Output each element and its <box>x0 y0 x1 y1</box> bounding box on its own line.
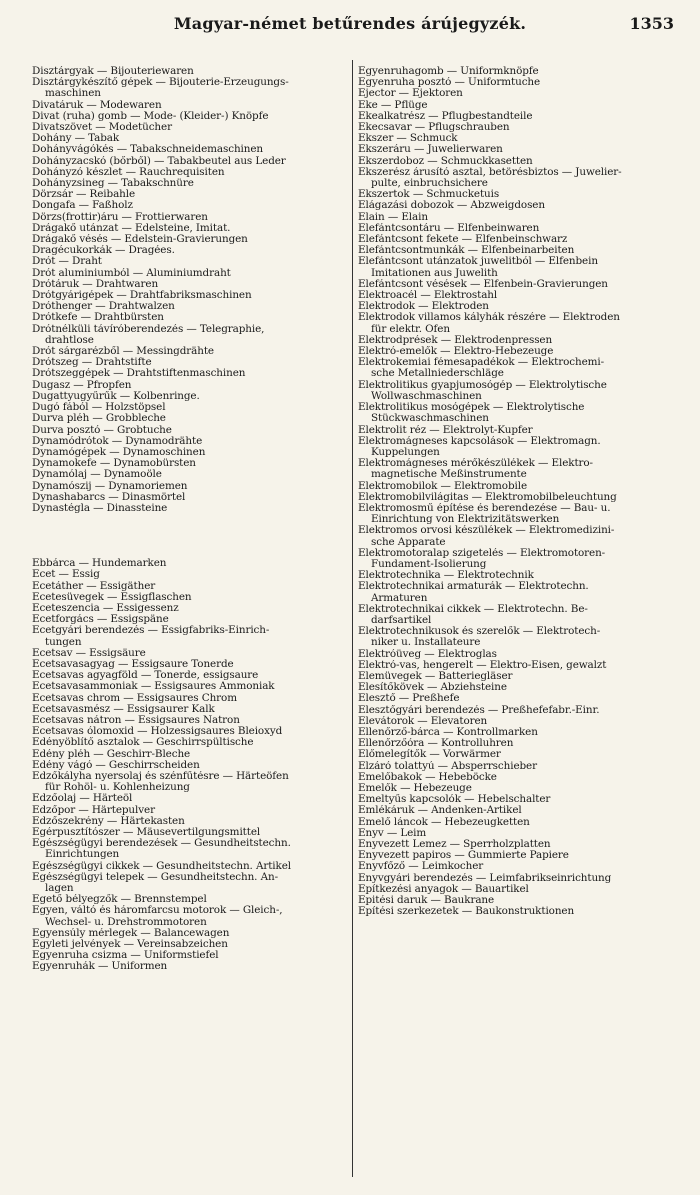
glossary-entry: Drótáruk — Drahtwaren <box>32 278 159 290</box>
glossary-entry: Drótnélküli távíróberendezés — Telegraphie, <box>32 323 265 335</box>
glossary-entry: Elektromágneses kapcsolások — Elektromagn. <box>358 435 601 447</box>
glossary-entry: Drágakő vésés — Edelstein-Gravierungen <box>32 234 248 246</box>
glossary-entry: Enyvezett Lemez — Sperrholzplatten <box>358 839 551 851</box>
glossary-entry: Ecetsavas ólomoxid — Holzessigsaures Bleioxyd <box>32 726 283 738</box>
glossary-entry: Ékszerész árusító asztal, betörésbiztos — Juwelier- <box>358 166 622 178</box>
glossary-entry: Élesítőkövek — Abziehsteine <box>358 682 507 694</box>
entry-continuation: Wechsel- u. Drehstrommotoren <box>45 916 207 928</box>
glossary-entry: Ecetforgács — Essigspäne <box>32 614 169 626</box>
glossary-entry: Divat (ruha) gomb — Mode- (Kleider-) Knöpfe <box>32 110 269 122</box>
glossary-entry: Emlékáruk — Andenken-Artikel <box>358 805 522 817</box>
entry-continuation: tungen <box>45 636 82 648</box>
column-divider <box>352 60 353 1177</box>
glossary-entry: Ecetsavas agyagföld — Tonerde, essigsaure <box>32 670 259 682</box>
glossary-entry: Dragécukorkák — Dragées. <box>32 245 175 257</box>
entry-continuation: Fundament-Isolierung <box>371 558 487 570</box>
entry-continuation: niker u. Installateure <box>371 637 481 649</box>
glossary-entry: Ecetesüvegek — Essigflaschen <box>32 591 192 603</box>
glossary-entry: Ecetsavasmész — Essigsaurer Kalk <box>32 703 215 715</box>
entry-continuation: Stückwaschmaschinen <box>371 413 489 425</box>
glossary-entry: Enyvfőző — Leimkocher <box>358 861 484 873</box>
glossary-entry: Elefántcsontmunkák — Elfenbeinarbeiten <box>358 245 575 257</box>
glossary-entry: Elektrolitikus mosógépek — Elektrolytische <box>358 402 585 414</box>
glossary-entry: Dynamógépek — Dynamoschinen <box>32 446 206 458</box>
entry-continuation: sche Apparate <box>371 536 446 548</box>
glossary-entry: Egérpusztítószer — Mäusevertilgungsmittel <box>32 827 261 838</box>
glossary-entry: Elefántcsontáru — Elfenbeinwaren <box>358 222 540 234</box>
glossary-entry: Elektróüveg — Elektroglas <box>358 648 497 660</box>
glossary-entry: Divatáruk — Modewaren <box>32 99 162 111</box>
glossary-entry: Ékszer — Schmuck <box>358 133 458 145</box>
entry-continuation: Armaturen <box>371 592 428 604</box>
glossary-entry: Ellenőrző-bárca — Kontrollmarken <box>358 726 538 738</box>
glossary-entry: Emelők — Hebezeuge <box>358 783 472 794</box>
glossary-entry: Enyv — Leim <box>358 827 427 839</box>
glossary-entry: Drótszeg — Drahtstifte <box>32 357 152 369</box>
glossary-entry: Drágakő utánzat — Edelsteine, Imitat. <box>32 222 231 234</box>
entry-continuation: darfsartikel <box>371 614 432 626</box>
glossary-entry: Eceteszencia — Essigessenz <box>32 602 179 614</box>
glossary-entry: Divatszövet — Modetücher <box>32 122 172 134</box>
glossary-entry: Drót — Draht <box>32 256 102 268</box>
glossary-entry: Ékszertok — Schmucketuis <box>358 189 500 201</box>
entry-continuation: Einrichtung von Elektrizitätswerken <box>371 514 560 526</box>
glossary-entry: Elektró-emelők — Elektro-Hebezeuge <box>358 346 554 358</box>
glossary-entry: Dohány — Tabak <box>32 133 120 145</box>
glossary-entry: Egészségügyi cikkek — Gesundheitstechn. Artikel <box>32 860 292 872</box>
glossary-entry: Építkezési anyagok — Bauartikel <box>358 883 529 895</box>
glossary-entry: Drótkefe — Drahtbürsten <box>32 312 164 324</box>
glossary-entry: Egyenruha posztó — Uniformtuche <box>358 77 541 89</box>
glossary-entry: Elektromotoralap szigetelés — Elektromotoren- <box>358 547 606 559</box>
glossary-entry: Elektroacél — Elektrostahl <box>358 290 498 302</box>
glossary-entry: Egyenruhagomb — Uniformknöpfe <box>358 66 539 77</box>
glossary-entry: Elektromobilok — Elektromobile <box>358 480 528 492</box>
glossary-entry: Elzáró tolattyú — Absperrschieber <box>358 760 537 772</box>
section-gap <box>32 514 344 536</box>
section-gap <box>32 536 344 558</box>
glossary-entry: Egyen, váltó és háromfarcsu motorok — Gleich-, <box>32 905 283 917</box>
glossary-entry: Disztárgyak — Bijouteriewaren <box>32 66 194 77</box>
right-column <box>358 66 674 917</box>
glossary-entry: Ecet — Essig <box>32 569 100 581</box>
glossary-entry: Ecetsavasagyag — Essigsaure Tonerde <box>32 658 234 670</box>
glossary-entry: Egészségügyi telepek — Gesundheitstechn. An- <box>32 871 278 883</box>
glossary-entry: Ecetsav — Essigsäure <box>32 647 146 659</box>
page-title: Magyar-német betűrendes árújegyzék. <box>173 14 527 33</box>
glossary-entry: Elevátorok — Elevatoren <box>358 715 488 727</box>
glossary-entry: Dongafa — Faßholz <box>32 200 133 212</box>
glossary-entry: Ecetgyári berendezés — Essigfabriks-Einrich- <box>32 625 270 637</box>
glossary-entry: Emeltyűs kapcsolók — Hebelschalter <box>358 794 551 806</box>
glossary-entry: Dohányvágókés — Tabakschneidemaschinen <box>32 144 263 156</box>
glossary-entry: Durva posztó — Grobtuche <box>32 424 172 436</box>
glossary-entry: Ejector — Ejektoren <box>358 88 463 100</box>
glossary-entry: Elemüvegek — Batteriegläser <box>358 670 513 682</box>
glossary-entry: Egyenruha csizma — Uniformstiefel <box>32 950 219 962</box>
glossary-entry: Egészségügyi berendezések — Gesundheitstechn. <box>32 838 291 850</box>
glossary-entry: Dugó fából — Holzstöpsel <box>32 402 166 414</box>
entry-continuation: drahtlose <box>45 334 94 346</box>
glossary-entry: Egyensúly mérlegek — Balancewagen <box>32 927 230 939</box>
entry-continuation: pulte, einbruchsichere <box>371 178 488 190</box>
entry-continuation: Kuppelungen <box>371 446 440 458</box>
glossary-entry: Dohányzsineg — Tabakschnüre <box>32 178 194 190</box>
glossary-entry: Ekecsavar — Pflugschrauben <box>358 122 510 134</box>
entry-continuation: für Rohöl- u. Kohlenheizung <box>45 782 190 794</box>
glossary-entry: Elektrotechnikai armaturák — Elektrotechn. <box>358 581 589 593</box>
glossary-entry: Dynamódrótok — Dynamodrähte <box>32 435 203 447</box>
glossary-entry: Dörzs(frottir)áru — Frottierwaren <box>32 211 208 223</box>
glossary-entry: Edényöblítő asztalok — Geschirrspültische <box>32 737 254 749</box>
entry-continuation: sche Metallniederschläge <box>371 368 504 380</box>
glossary-entry: Emelőbakok — Hebeböcke <box>358 771 497 783</box>
glossary-entry: Ecetsavas nátron — Essigsaures Natron <box>32 714 240 726</box>
glossary-entry: Élesztőgyári berendezés — Preßhefefabr.-Einr. <box>358 704 600 716</box>
glossary-entry: Elektrodok villamos kályhák részére — Elektroden <box>358 312 620 324</box>
glossary-entry: Dróthenger — Drahtwalzen <box>32 301 175 313</box>
glossary-entry: Enyvezett papiros — Gummierte Papiere <box>358 850 569 862</box>
glossary-entry: Durva pléh — Grobbleche <box>32 413 166 425</box>
glossary-entry: Dugattyugyűrűk — Kolbenringe. <box>32 390 200 402</box>
entry-continuation: magnetische Meßinstrumente <box>371 469 527 481</box>
glossary-entry: Elektrotechnikusok és szerelők — Elektrotech- <box>358 626 601 638</box>
glossary-entry: Elektrodok — Elektroden <box>358 301 489 313</box>
glossary-entry: Elektrotechnikai cikkek — Elektrotechn. Be- <box>358 603 588 615</box>
glossary-entry: Drótgyárigépek — Drahtfabriksmaschinen <box>32 290 252 302</box>
glossary-entry: Elektrodprések — Elektrodenpressen <box>358 334 553 346</box>
glossary-entry: Elágazási dobozok — Abzweigdosen <box>358 200 545 212</box>
glossary-entry: Élesztő — Preßhefe <box>358 693 460 705</box>
glossary-entry: Elektrotechnika — Elektrotechnik <box>358 570 534 582</box>
glossary-entry: Elefántcsont fekete — Elfenbeinschwarz <box>358 234 568 246</box>
glossary-entry: Edzőpor — Härtepulver <box>32 804 155 816</box>
glossary-entry: Emelő láncok — Hebezeugketten <box>358 816 530 828</box>
glossary-entry: Elektró-vas, hengerelt — Elektro-Eisen, gewalzt <box>358 659 607 671</box>
glossary-entry: Dohányzó készlet — Rauchrequisiten <box>32 166 225 178</box>
glossary-entry: Ecetsavas chrom — Essigsaures Chrom <box>32 692 237 704</box>
entry-continuation: Einrichtungen <box>45 849 120 861</box>
glossary-entry: Drót aluminiumból — Aluminiumdraht <box>32 267 231 279</box>
glossary-entry: Elektromágneses mérőkészülékek — Elektro- <box>358 458 593 470</box>
glossary-entry: Dörzsár — Reibahle <box>32 189 136 201</box>
glossary-entry: Elefántcsont vésések — Elfenbein-Gravierungen <box>358 278 608 290</box>
glossary-entry: Ellenőrzőóra — Kontrolluhren <box>358 738 514 750</box>
page-number: 1353 <box>629 14 674 33</box>
entry-continuation: für elektr. Öfen <box>371 323 450 335</box>
left-column <box>32 66 344 973</box>
glossary-entry: Ekealkatrész — Pflugbestandteile <box>358 110 533 122</box>
glossary-entry: Edzőkályha nyersolaj és szénfűtésre — Härteöfen <box>32 770 289 782</box>
glossary-entry: Edény vágó — Geschirrscheiden <box>32 759 200 771</box>
entry-continuation: Wollwaschmaschinen <box>371 390 482 402</box>
glossary-entry: Dynamokefe — Dynamobürsten <box>32 458 196 470</box>
glossary-entry: Edzőszekrény — Härtekasten <box>32 815 185 827</box>
glossary-entry: Elektromosmű építése és berendezése — Bau- u. <box>358 502 611 514</box>
glossary-entry: Drótszeggépek — Drahtstiftenmaschinen <box>32 368 246 380</box>
glossary-entry: Előmelegítők — Vorwärmer <box>358 749 501 761</box>
glossary-entry: Drót sárgarézből — Messingdrähte <box>32 346 214 358</box>
glossary-entry: Edény pléh — Geschirr-Bleche <box>32 748 191 760</box>
glossary-entry: Elektromobilvilágitas — Elektromobilbeleuchtung <box>358 491 617 503</box>
glossary-entry: Elefántcsont utánzatok juwelitból — Elfenbein <box>358 256 598 268</box>
entry-continuation: Imitationen aus Juwelith <box>371 267 498 279</box>
glossary-entry: Ékszerdoboz — Schmuckkasetten <box>358 155 533 167</box>
entry-continuation: maschinen <box>45 88 101 100</box>
glossary-entry: Építési szerkezetek — Baukonstruktionen <box>358 906 575 918</box>
glossary-entry: Elektrolitikus gyapjumosógép — Elektrolytische <box>358 379 607 391</box>
glossary-entry: Dynashabarcs — Dinasmörtel <box>32 491 186 503</box>
glossary-entry: Ecetsavasammoniak — Essigsaures Ammoniak <box>32 681 275 693</box>
glossary-entry: Enyvgyári berendezés — Leimfabrikseinrichtung <box>358 872 612 884</box>
glossary-entry: Dugasz — Pfropfen <box>32 379 132 391</box>
glossary-entry: Ebbárca — Hundemarken <box>32 558 167 570</box>
glossary-entry: Elektrokemiai fémesapadékok — Elektrochemi- <box>358 357 605 369</box>
glossary-entry: Égető bélyegzők — Brennstempel <box>32 894 207 906</box>
glossary-entry: Dynamólaj — Dynamoöle <box>32 469 162 481</box>
glossary-entry: Dynastégla — Dinassteine <box>32 502 168 514</box>
glossary-entry: Egyleti jelvények — Vereinsabzeichen <box>32 939 228 951</box>
glossary-entry: Dohányzacskó (bőrből) — Tabakbeutel aus Leder <box>32 155 286 167</box>
glossary-entry: Disztárgykészítő gépek — Bijouterie-Erzeugungs- <box>32 77 289 89</box>
glossary-entry: Elektromos orvosi készülékek — Elektromedizini- <box>358 525 615 537</box>
glossary-entry: Elektrolit réz — Elektrolyt-Kupfer <box>358 424 533 436</box>
glossary-entry: Elain — Elain <box>358 211 428 223</box>
glossary-entry: Ecetáther — Essigäther <box>32 580 156 592</box>
glossary-entry: Egyenruhák — Uniformen <box>32 961 168 973</box>
glossary-entry: Épitési daruk — Baukrane <box>358 895 495 907</box>
glossary-entry: Dynamószij — Dynamoriemen <box>32 480 188 492</box>
glossary-entry: Edzőolaj — Härteöl <box>32 793 133 805</box>
entry-continuation: lagen <box>45 883 74 895</box>
glossary-entry: Eke — Pflüge <box>358 99 428 111</box>
glossary-entry: Ékszeráru — Juwelierwaren <box>358 144 503 156</box>
